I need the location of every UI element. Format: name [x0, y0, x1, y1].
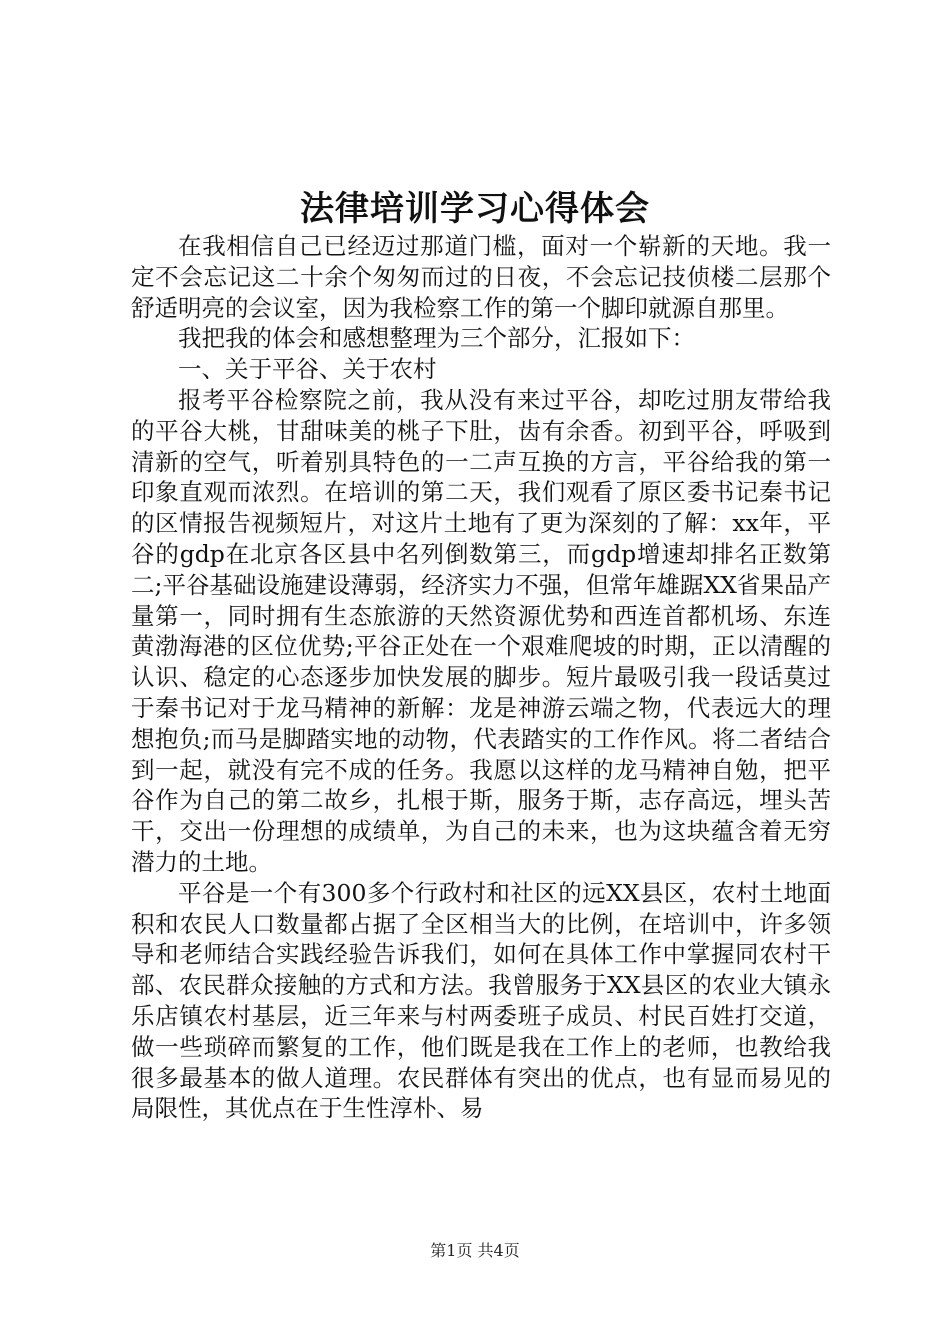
paragraph-intro: 在我相信自己已经迈过那道门槛，面对一个崭新的天地。我一定不会忘记这二十余个匆匆而过的日夜，不会忘记技侦楼二层那个舒适明亮的会议室，因为我检察工作的第一个脚印就源自那里。	[131, 232, 831, 322]
paragraph-report-intro: 我把我的体会和感想整理为三个部分，汇报如下：	[178, 324, 695, 353]
page-footer: 第1页 共4页	[430, 1241, 520, 1260]
document-body	[131, 231, 831, 1124]
document-title: 法律培训学习心得体会	[300, 189, 650, 229]
paragraph-pinggu-impression: 报考平谷检察院之前，我从没有来过平谷，却吃过朋友带给我的平谷大桃，甘甜味美的桃子下肚，齿有余香。初到平谷，呼吸到清新的空气，听着别具特色的一二声互换的方言，平谷给我的第一印象直观而浓烈。在培训的第二天，我们观看了原区委书记秦书记的区情报告视频短片，对这片土地有了更为深刻的了解：xx年，平谷的gdp在北京各区县中名列倒数第三，而gdp增速却排名正数第二;平谷基础设施建设薄弱，经济实力不强，但常年雄踞XX省果品产量第一，同时拥有生态旅游的天然资源优势和西连首都机场、东连黄渤海港的区位优势;平谷正处在一个艰难爬坡的时期，正以清醒的认识、稳定的心态逐步加快发展的脚步。短片最吸引我一段话莫过于秦书记对于龙马精神的新解：龙是神游云端之物，代表远大的理想抱负;而马是脚踏实地的动物，代表踏实的工作作风。将二者结合到一起，就没有完不成的任务。我愿以这样的龙马精神自勉，把平谷作为自己的第二故乡，扎根于斯，服务于斯，志存高远，埋头苦干，交出一份理想的成绩单，为自己的未来，也为这块蕴含着无穷潜力的土地。	[131, 385, 831, 876]
section-heading-pinggu: 一、关于平谷、关于农村	[178, 355, 437, 384]
paragraph-pinggu-villages: 平谷是一个有300多个行政村和社区的远XX县区，农村土地面积和农民人口数量都占据了全区相当大的比例，在培训中，许多领导和老师结合实践经验告诉我们，如何在具体工作中掌握同农村干部、农民群众接触的方式和方法。我曾服务于XX县区的农业大镇永乐店镇农村基层，近三年来与村两委班子成员、村民百姓打交道，做一些琐碎而繁复的工作，他们既是我在工作上的老师，也教给我很多最基本的做人道理。农民群体有突出的优点，也有显而易见的局限性，其优点在于生性淳朴、易	[131, 878, 831, 1123]
